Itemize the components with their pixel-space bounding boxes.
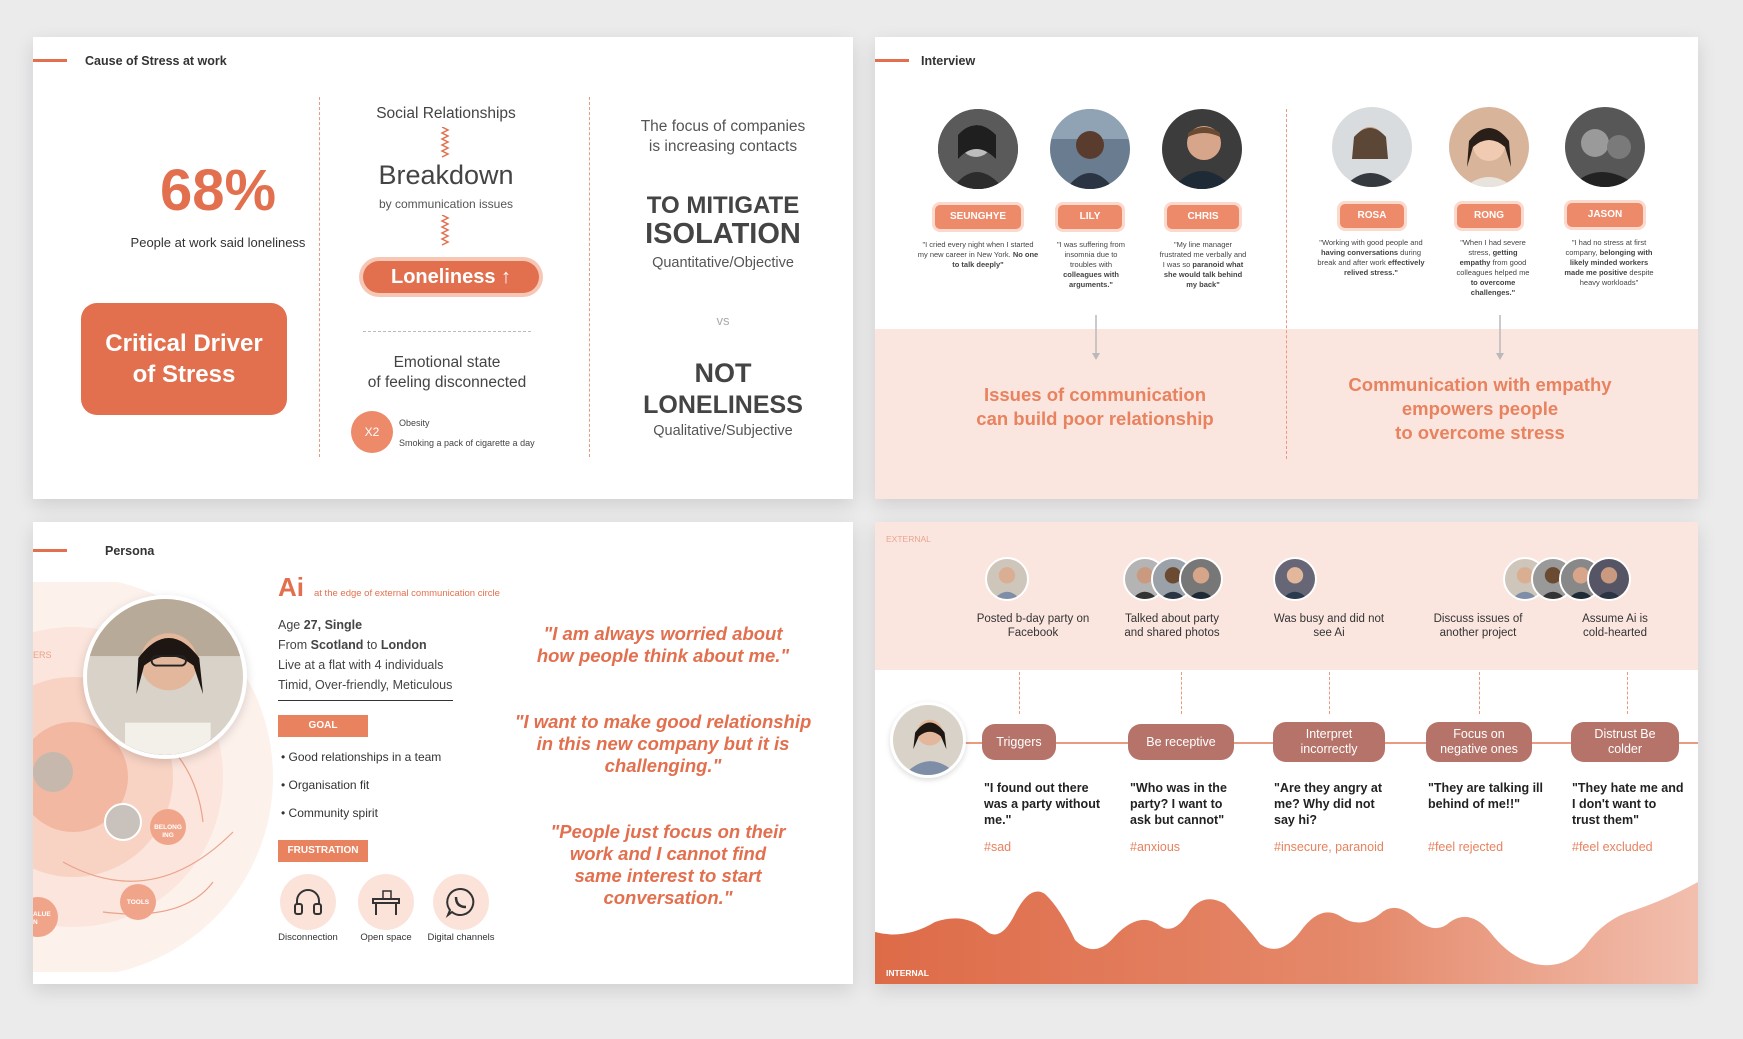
slide-title: Cause of Stress at work	[85, 54, 227, 68]
avatar-colleague	[1587, 557, 1631, 601]
quote-chris	[1158, 240, 1248, 290]
avatar-lily	[1050, 109, 1130, 189]
x2-item-obesity: Obesity	[399, 418, 430, 428]
quote-plain: "My line manager frustrated me verbally and I was so	[1159, 240, 1247, 269]
quote-rong	[1453, 238, 1533, 298]
quote-plain: "I was suffering from insomnia due to troubles with	[1057, 240, 1125, 269]
persona-quote: "I want to make good relationship in this new company but it is challenging."	[514, 711, 812, 776]
title-accent-line	[33, 549, 67, 552]
emotion-tag: #anxious	[1130, 840, 1181, 854]
quote-bold-2: to overcome challenges."	[1470, 278, 1516, 297]
title-accent-line	[875, 59, 909, 62]
goal-label: GOAL	[278, 715, 368, 737]
avatar-chris	[1162, 109, 1242, 189]
emotion-wave-graph	[875, 874, 1698, 984]
insight-left-line-1: Issues of communication	[983, 384, 1207, 405]
avatar-rosa	[1332, 107, 1412, 187]
name-tag-seunghye: SEUNGHYE	[935, 205, 1021, 229]
connector	[1479, 672, 1480, 714]
avatar-ai-main	[890, 702, 966, 778]
stage-thought: "Who was in the party? I want to ask but cannot"	[1130, 781, 1227, 827]
name-tag-chris: CHRIS	[1167, 205, 1239, 229]
persona-quote: "People just focus on their work and I cannot find same interest to start conversation."	[550, 821, 786, 908]
avatar-colleague	[1273, 557, 1317, 601]
frustration-item: Digital channels	[427, 932, 495, 943]
breakdown-sub: by communication issues	[378, 197, 514, 211]
quote-plain: "When I had severe stress,	[1460, 238, 1526, 257]
mitigate-heading	[603, 191, 843, 249]
stage-thought: "They are talking ill behind of me!!"	[1428, 781, 1543, 811]
frustration-item: Disconnection	[278, 932, 338, 943]
name-tag-jason: JASON	[1567, 203, 1643, 227]
external-event: Talked about party and shared photos	[1124, 613, 1220, 639]
connector	[1181, 672, 1182, 714]
zigzag-connector-top	[438, 127, 452, 159]
loneliness-pill: Loneliness ↑	[363, 261, 539, 293]
quote-bold: paranoid what she would talk behind my back"	[1163, 260, 1244, 289]
persona-name: Ai	[278, 572, 304, 602]
circle-label-tools: TOOLS	[126, 899, 150, 906]
insight-left-line-2: can build poor relationship	[976, 408, 1214, 429]
stage-triggers: Triggers	[982, 724, 1056, 760]
avatar-ai	[985, 557, 1029, 601]
not-line-2: LONELINESS	[643, 391, 803, 419]
arrow-down-icon	[1496, 315, 1504, 366]
belonging-line-2: ING	[162, 832, 174, 839]
quote-bold: getting empathy	[1459, 248, 1518, 267]
quote-bold: having conversations	[1320, 248, 1399, 257]
driver-line-1: Critical Driver	[105, 330, 263, 357]
stat-caption: People at work said loneliness	[130, 235, 306, 250]
insight-right-line-2: empowers people	[1401, 398, 1559, 419]
focus-line-2: is increasing contacts	[648, 138, 798, 155]
vs-label: vs	[716, 313, 730, 328]
stage-focus-negative: Focus on negative ones	[1426, 722, 1532, 762]
stage-distrust: Distrust Be colder	[1571, 722, 1679, 762]
divider	[589, 97, 590, 457]
title-accent-line	[33, 59, 67, 62]
slide-cause-of-stress	[33, 37, 853, 499]
external-event: Posted b-day party on Facebook	[976, 613, 1090, 639]
internal-label: INTERNAL	[886, 968, 929, 978]
quote-bold-2: effectively relived stress."	[1343, 258, 1425, 277]
external-label: EXTERNAL	[886, 534, 931, 544]
quote-rosa	[1313, 238, 1429, 278]
chat-bubble-phone-icon	[433, 874, 489, 930]
connector	[1627, 672, 1628, 714]
external-event: Assume Ai is cold-hearted	[1582, 613, 1648, 639]
circle-label-outer: ERS	[33, 650, 52, 660]
external-event: Discuss issues of another project	[1433, 613, 1523, 639]
critical-driver-box	[81, 303, 287, 415]
emotional-line-1: Emotional state	[393, 354, 501, 371]
slide-persona	[33, 522, 853, 984]
quote-seunghye	[917, 240, 1039, 270]
goal-item: • Community spirit	[281, 806, 378, 820]
persona-living: Live at a flat with 4 individuals	[278, 658, 444, 672]
insight-left	[935, 383, 1255, 431]
belonging-line-1: BELONG	[154, 824, 182, 831]
emotional-line-2: of feeling disconnected	[367, 374, 527, 391]
quote-lily	[1051, 240, 1131, 290]
quote-plain-2: from good colleagues helped me	[1456, 258, 1530, 277]
arrow-down-icon	[1092, 315, 1100, 366]
insight-right	[1315, 373, 1645, 445]
focus-text	[603, 117, 843, 157]
persona-portrait	[83, 595, 247, 759]
zigzag-connector-bottom	[438, 215, 452, 247]
not-sub: Qualitative/Subjective	[653, 423, 793, 439]
quote-plain: "I cried every night when I started my new career in New York.	[917, 240, 1034, 259]
divider	[1286, 109, 1287, 459]
persona-origin: From Scotland to London	[278, 638, 427, 652]
divider	[319, 97, 320, 457]
name-tag-rosa: ROSA	[1340, 204, 1404, 228]
stage-interpret-incorrectly: Interpret incorrectly	[1273, 722, 1385, 762]
emotion-tag: #feel rejected	[1428, 840, 1504, 854]
avatar-jason	[1565, 107, 1645, 187]
avatar-colleague	[1179, 557, 1223, 601]
slide-title: Persona	[105, 544, 155, 558]
persona-details	[278, 615, 452, 695]
quote-jason	[1561, 238, 1657, 288]
quote-bold: belonging with likely minded workers made me positive	[1564, 248, 1653, 277]
quote-plain: "I had no stress at first company,	[1565, 238, 1647, 257]
persona-traits: Timid, Over-friendly, Meticulous	[278, 678, 453, 692]
slide-title: Interview	[921, 54, 976, 68]
insight-right-line-3: to overcome stress	[1395, 422, 1565, 443]
name-tag-lily: LILY	[1058, 205, 1122, 229]
mitigate-line-1: TO MITIGATE	[646, 192, 800, 219]
values-line-1: ALUE	[33, 911, 51, 918]
insight-right-line-1: Communication with empathy	[1348, 374, 1612, 395]
avatar-rong	[1449, 107, 1529, 187]
persona-age: Age 27, Single	[278, 618, 363, 632]
social-heading: Social Relationships	[376, 105, 516, 122]
quote-plain-2: during break and after work	[1317, 248, 1422, 267]
goal-item: • Organisation fit	[281, 778, 370, 792]
quote-bold: No one to talk deeply"	[952, 250, 1039, 269]
name-tag-rong: RONG	[1457, 204, 1521, 228]
slide-interview	[875, 37, 1698, 499]
quote-bold: colleagues with arguments."	[1063, 270, 1119, 289]
emotional-state	[333, 353, 561, 393]
connector	[1019, 672, 1020, 714]
breakdown-label: Breakdown	[378, 160, 514, 190]
driver-line-2: of Stress	[132, 361, 236, 388]
frustration-item: Open space	[360, 932, 412, 943]
goal-item: • Good relationships in a team	[281, 750, 442, 764]
stat-value: 68%	[159, 158, 277, 223]
connector	[1329, 672, 1330, 714]
circle-label-values	[33, 911, 51, 927]
x2-badge: X2	[351, 411, 393, 453]
mitigate-line-2: ISOLATION	[645, 218, 801, 250]
emotion-tag: #feel excluded	[1572, 840, 1653, 854]
stage-thought: "Are they angry at me? Why did not say hi?	[1274, 781, 1383, 827]
not-loneliness-heading	[593, 357, 853, 421]
quote-plain-2: despite heavy workloads"	[1579, 268, 1654, 287]
separator	[363, 331, 531, 332]
not-line-1: NOT	[694, 358, 752, 388]
frustration-label: FRUSTRATION	[278, 840, 368, 862]
details-underline	[278, 700, 453, 701]
slide-journey	[875, 522, 1698, 984]
stage-be-receptive: Be receptive	[1128, 724, 1234, 760]
persona-quote: "I am always worried about how people think about me."	[536, 623, 790, 666]
mitigate-sub: Quantitative/Objective	[652, 255, 794, 271]
circle-label-belonging	[150, 824, 186, 840]
emotion-tag: #sad	[984, 840, 1012, 854]
avatar-seunghye	[938, 109, 1018, 189]
persona-subtitle: at the edge of external communication circle	[314, 588, 500, 599]
values-line-2: N	[33, 919, 38, 926]
emotion-tag: #insecure, paranoid	[1274, 840, 1384, 854]
quote-plain: "Working with good people and	[1319, 238, 1423, 247]
stage-thought: "They hate me and I don't want to trust them"	[1572, 781, 1684, 827]
x2-item-smoking: Smoking a pack of cigarette a day	[399, 438, 535, 448]
stage-thought: "I found out there was a party without me."	[984, 781, 1100, 827]
desk-icon	[358, 874, 414, 930]
focus-line-1: The focus of companies	[640, 118, 806, 135]
external-event: Was busy and did not see Ai	[1273, 613, 1385, 639]
headphones-icon	[280, 874, 336, 930]
